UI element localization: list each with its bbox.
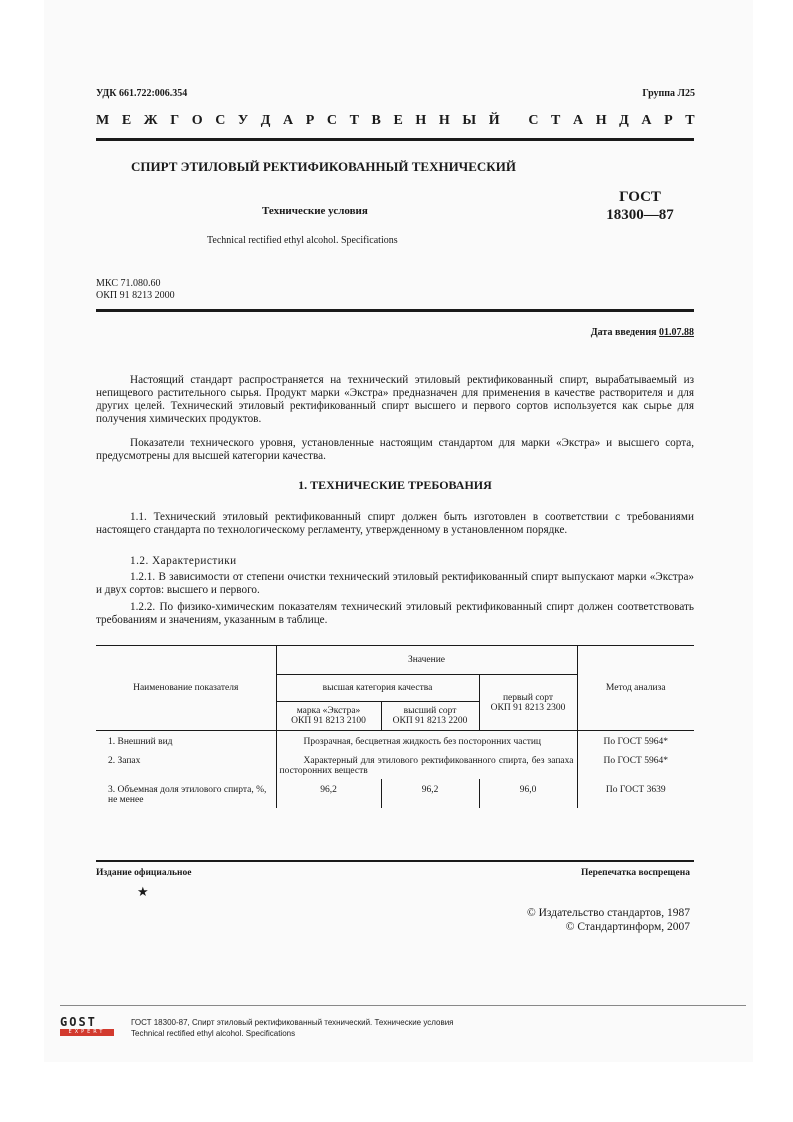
heading-letter: У	[237, 113, 249, 128]
reprint-prohibited: Перепечатка воспрещена	[580, 868, 690, 878]
row-first-value: 96,0	[479, 779, 577, 808]
clause-1-2: 1.2. Характеристики	[130, 555, 237, 567]
copyright-line-1: © Издательство стандартов, 1987	[526, 907, 690, 919]
specification-table	[96, 646, 694, 808]
clause-1-2-2: 1.2.2. По физико-химическим показателям технический этиловый ректификованный спирт должен соответствовать требованиям и значениям, указанным в таблице.	[96, 601, 694, 626]
codes-rule	[96, 309, 694, 312]
heading-letter: О	[191, 113, 203, 128]
header-value: Значение	[276, 646, 577, 675]
heading-letter: Т	[551, 113, 561, 128]
extra-okp: ОКП 91 8213 2100	[291, 716, 366, 726]
heading-letter	[512, 113, 516, 129]
udk-code: УДК 661.722:006.354	[96, 88, 188, 99]
header-extra	[276, 702, 381, 731]
heading-letter: Р	[664, 113, 673, 128]
okp-code: ОКП 91 8213 2000	[96, 290, 175, 301]
header-high-grade	[381, 702, 479, 731]
heading-letter: Н	[438, 113, 450, 128]
english-title: Technical rectified ethyl alcohol. Specifications	[207, 235, 398, 246]
intro-paragraph-2: Показатели технического уровня, установленные настоящим стандартом для марки «Экстра» и высшего сорта, предусмотрены для высшей категории качества.	[96, 437, 694, 462]
row-method: По ГОСТ 3639	[577, 779, 694, 808]
heading-letter: Т	[349, 113, 359, 128]
heading-letter: Г	[170, 113, 180, 128]
heading-letter: С	[215, 113, 226, 128]
header-top-category: высшая категория качества	[276, 675, 479, 702]
extra-label: марка «Экстра»	[296, 706, 361, 716]
heading-letter: Ж	[143, 113, 158, 128]
copyright-block	[460, 906, 690, 934]
row-high-value: 96,2	[381, 779, 479, 808]
heading-letter: Е	[393, 113, 403, 128]
heading-letter: Н	[595, 113, 607, 128]
heading-letter: Р	[305, 113, 315, 128]
introduction-date	[450, 327, 694, 338]
heading-letter: Д	[260, 113, 271, 128]
heading-letter: А	[572, 113, 584, 128]
heading-letter: М	[96, 113, 110, 128]
mks-code: МКС 71.080.60	[96, 278, 161, 289]
heading-letter: В	[371, 113, 381, 128]
row-method: По ГОСТ 5964*	[577, 731, 694, 751]
page-footer-rule	[60, 1005, 746, 1006]
intro-date-label: Дата введения	[590, 327, 657, 338]
header-method: Метод анализа	[577, 646, 694, 731]
gost-expert-logo	[60, 1016, 114, 1036]
heading-letter: А	[641, 113, 652, 128]
row-method: По ГОСТ 5964*	[577, 750, 694, 779]
group-code: Группа Л25	[642, 88, 695, 99]
section-1-heading: 1. ТЕХНИЧЕСКИЕ ТРЕБОВАНИЯ	[298, 478, 492, 492]
heading-letter: Е	[121, 113, 132, 128]
footer-rule-top	[96, 860, 694, 862]
heading-letter: Ы	[462, 113, 477, 128]
row-name: 2. Запах	[108, 756, 141, 766]
header-indicator-name: Наименование показателя	[96, 646, 276, 731]
header-first-grade	[479, 675, 577, 731]
header-rule	[96, 138, 694, 141]
high-grade-label: высший сорт	[403, 706, 457, 716]
copyright-line-2: © Стандартинформ, 2007	[565, 921, 690, 933]
table-row	[96, 750, 694, 779]
heading-letter: Д	[619, 113, 629, 128]
table-row	[96, 779, 694, 808]
heading-letter: А	[283, 113, 294, 128]
heading-letter: С	[528, 113, 539, 128]
document-subtitle: Технические условия	[262, 205, 368, 217]
document-title: СПИРТ ЭТИЛОВЫЙ РЕКТИФИКОВАННЫЙ ТЕХНИЧЕСКИЙ	[131, 159, 516, 174]
heading-letter: Й	[488, 113, 500, 128]
row-merged-value: Характерный для этилового ректификованного спирта, без запаха посторонних веществ	[276, 750, 577, 779]
table-row	[96, 731, 694, 751]
interstate-standard-heading	[96, 113, 695, 129]
star-icon: ★	[137, 884, 149, 899]
gost-label: ГОСТ	[619, 189, 661, 205]
row-name: 1. Внешний вид	[108, 737, 173, 747]
gost-designation	[600, 188, 680, 224]
doc-reference-line-2: Technical rectified ethyl alcohol. Specifications	[131, 1028, 296, 1038]
row-merged-value: Прозрачная, бесцветная жидкость без посторонних частиц	[276, 731, 577, 751]
row-extra-value: 96,2	[276, 779, 381, 808]
heading-letter: С	[326, 113, 338, 128]
high-grade-okp: ОКП 91 8213 2200	[392, 716, 468, 726]
logo-bottom-text: EXPERT	[60, 1029, 114, 1036]
official-edition: Издание официальное	[96, 868, 192, 878]
intro-date-value: 01.07.88	[659, 327, 694, 338]
clause-1-1: 1.1. Технический этиловый ректификованный спирт должен быть изготовлен в соответствии с требованиями настоящего стандарта по технологическому регламенту, утвержденному в установленном порядке.	[96, 511, 694, 536]
clause-1-2-1: 1.2.1. В зависимости от степени очистки технический этиловый ректификованный спирт выпускают марки «Экстра» и двух сортов: высшего и первого.	[96, 571, 694, 596]
logo-top-text: GOST	[60, 1015, 97, 1029]
heading-letter: Т	[685, 113, 695, 128]
document-reference	[131, 1018, 454, 1039]
heading-letter: Н	[415, 113, 427, 128]
first-grade-okp: ОКП 91 8213 2300	[490, 702, 566, 713]
intro-paragraph-1: Настоящий стандарт распространяется на технический этиловый ректификованный спирт, вырабатываемый из непищевого растительного сырья. Продукт марки «Экстра» предназначен для применения в качестве растворителя и для других целей. Технический этиловый ректификованный спирт высшего и первого сортов используется как сырье для получения химических продуктов.	[96, 374, 694, 425]
classification-codes	[96, 278, 175, 302]
row-name: 3. Объемная доля этилового спирта, %, не менее	[108, 785, 267, 805]
doc-reference-line-1: ГОСТ 18300-87, Спирт этиловый ректификованный технический. Технические условия	[131, 1018, 454, 1027]
first-grade-label: первый сорт	[502, 692, 554, 703]
gost-number: 18300—87	[606, 207, 674, 223]
